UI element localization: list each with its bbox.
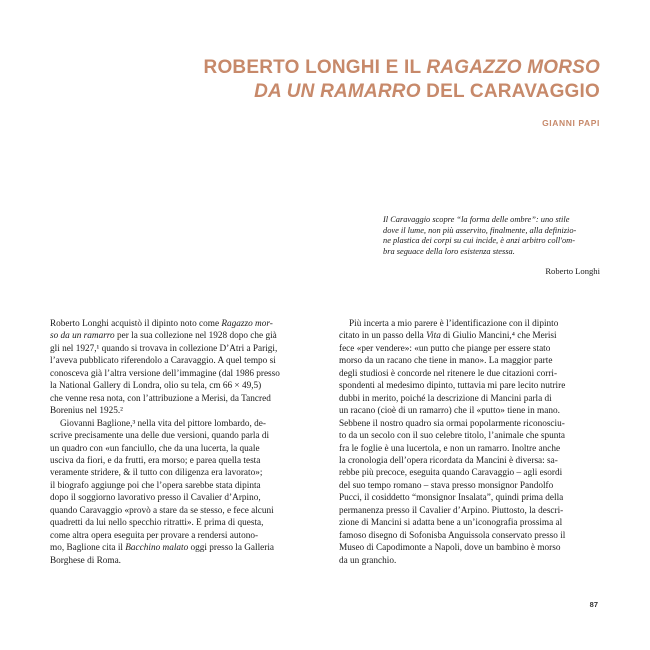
text-line: quadretti da lui nello specchio ritratti». E prima di questa, (50, 518, 264, 529)
text-line: la cronologia dell’opera ricordata da Mancini è diversa: sa- (339, 455, 558, 466)
text-line: un quadro con «un fanciullo, che da una lucerta, la quale (50, 443, 260, 454)
title-text: ROBERTO LONGHI E IL (203, 57, 427, 78)
text-line: so da un ramarro per la sua collezione nel 1928 dopo che già (50, 331, 277, 342)
text-line: Borenius nel 1925.² (50, 406, 123, 417)
text-line: veramente stridere, & il tutto con diligenza era lavorato»; (50, 468, 263, 479)
page-number: 87 (589, 600, 598, 609)
italic-text: Vita (426, 331, 441, 342)
epigraph-author: Roberto Longhi (545, 266, 600, 276)
title-line-1 (204, 56, 600, 80)
title-text: DEL CARAVAGGIO (420, 81, 600, 102)
text-line: Borghese di Roma. (50, 555, 121, 566)
text-line: citato in un passo della Vita di Giulio Mancini,⁴ che Merisi (339, 331, 557, 342)
text-line: dopo il soggiorno lavorativo presso il Cavalier d’Arpino, (50, 493, 261, 504)
body-column-right (339, 318, 601, 567)
text-line: Pucci, il cosiddetto “monsignor Insalata”, quindi prima della (339, 493, 564, 504)
text-line: Roberto Longhi acquistò il dipinto noto come Ragazzo mor- (50, 319, 273, 329)
text-line: l’aveva pubblicato riferendolo a Caravaggio. A quel tempo si (50, 356, 276, 367)
text-line: Più incerta a mio parere è l’identificazione con il dipinto (349, 319, 559, 329)
text-line: del suo tempo romano – stava presso monsignor Pandolfo (339, 480, 554, 491)
text-line: rebbe più precoce, eseguita quando Caravaggio – agli esordi (339, 468, 563, 479)
text-line: come altra opera eseguita per provare a rendersi autono- (50, 530, 259, 541)
body-column-left (50, 318, 292, 567)
text-line: morso da un racano che tiene in mano». La maggior parte (339, 356, 553, 367)
epigraph-line: bra seguace della loro esistenza stessa. (383, 246, 515, 256)
text-line: zione di Mancini si adatta bene a un’iconografia prossima al (339, 518, 563, 529)
text-line: Giovanni Baglione,³ nella vita del pittore lombardo, de- (60, 418, 266, 429)
text-line: quando Caravaggio «provò a stare da se stesso, e fece alcuni (50, 505, 274, 516)
text-line: Sebbene il nostro quadro sia ormai popolarmente riconosciu- (339, 418, 565, 429)
article-title (204, 56, 600, 104)
text-line: un racano (cioè di un ramarro) che il «putto» tiene in mano. (339, 406, 560, 417)
text-line: fra le foglie è una lucertola, e non un ramarro. Inoltre anche (339, 443, 561, 454)
author-name: GIANNI PAPI (542, 118, 600, 128)
text-line: permanenza presso il Cavalier d’Arpino. Piuttosto, la descri- (339, 505, 564, 516)
text-line: che venne resa nota, con l’attribuzione a Merisi, da Tancred (50, 393, 271, 404)
text-line: il biografo aggiunge poi che l’opera sarebbe stata dipinta (50, 480, 261, 491)
epigraph-line: dove il lume, non più asservito, finalmente, alla definizio- (383, 225, 577, 235)
text-line: Museo di Capodimonte a Napoli, dove un bambino è morso (339, 543, 561, 554)
text-line: conosceva già l’altra versione dell’immagine (dal 1986 presso (50, 368, 280, 379)
text-line: to da un secolo con il suo celebre titolo, l’animale che spunta (339, 431, 566, 442)
text-line: fece «per vendere»: «un putto che piange per essere stato (339, 343, 551, 354)
epigraph-line: ne plastica dei corpi su cui incide, è anzi arbitro coll'om- (383, 236, 575, 246)
text-line: da un granchio. (339, 555, 397, 566)
italic-text: Bacchino malato (125, 543, 189, 554)
text-line: la National Gallery di Londra, olio su tela, cm 66 × 49,5) (50, 381, 262, 392)
text-line: scrive precisamente una delle due versioni, quando parla di (50, 431, 270, 442)
text-line: mo, Baglione cita il Bacchino malato oggi presso la Galleria (50, 543, 275, 554)
text-line: dubbi in merito, poiché la descrizione di Mancini parla di (339, 393, 552, 404)
text-line: gli nel 1927,¹ quando si trovava in collezione D’Atri a Parigi, (50, 343, 278, 354)
title-line-2 (204, 80, 600, 104)
epigraph (383, 215, 601, 257)
text-line: spondenti al medesimo dipinto, tuttavia mi pare lecito nutrire (339, 381, 566, 392)
title-italic-text: DA UN RAMARRO (254, 81, 421, 102)
text-line: degli studiosi è concorde nel ritenere le due citazioni corri- (339, 368, 558, 379)
text-line: usciva da fiori, e da frutti, era morso; e parea quella testa (50, 455, 261, 466)
italic-text: Ragazzo mor- (221, 319, 273, 329)
italic-text: so da un ramarro (50, 331, 115, 342)
text-line: famoso disegno di Sofonisba Anguissola conservato presso il (339, 530, 566, 541)
epigraph-line: Il Caravaggio scopre “la forma delle ombre”: uno stile (383, 215, 570, 224)
title-italic-text: RAGAZZO MORSO (426, 57, 600, 78)
